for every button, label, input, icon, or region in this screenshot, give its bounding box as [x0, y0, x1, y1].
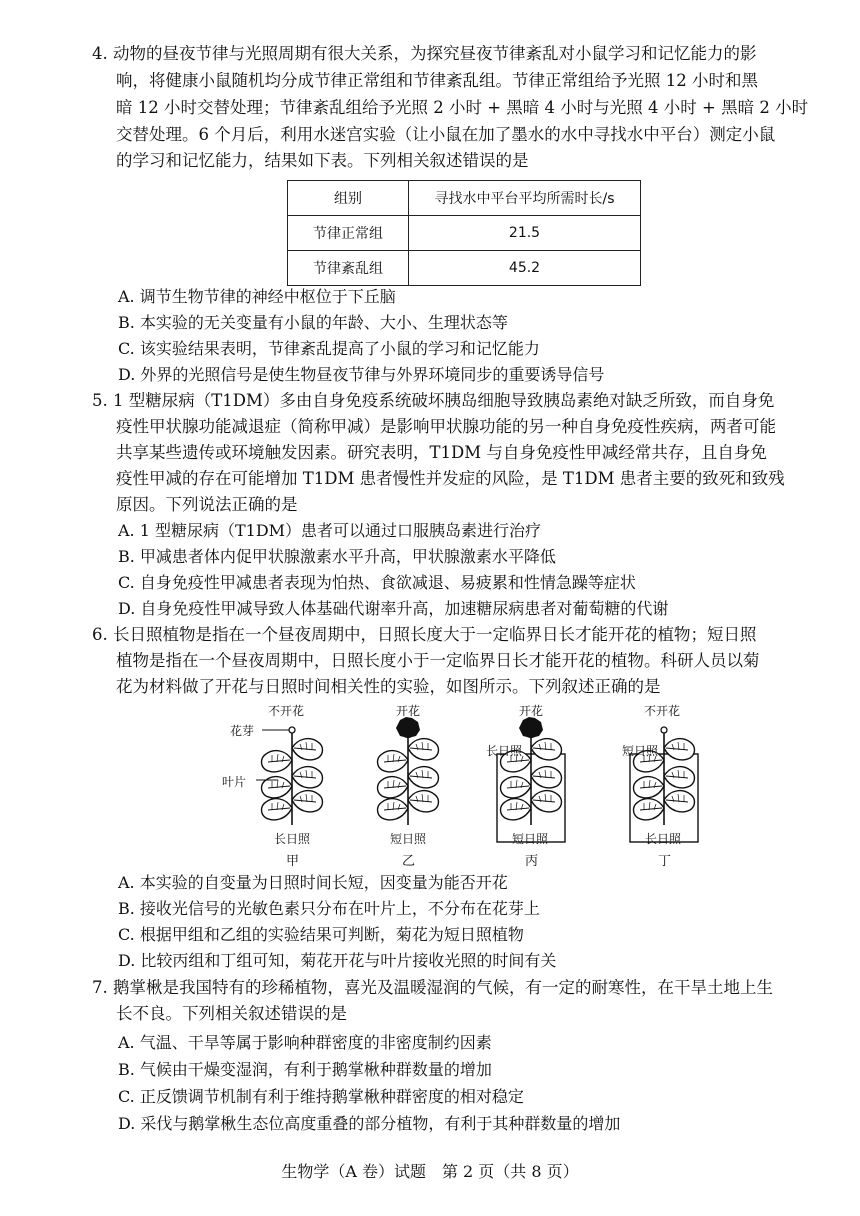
- label-leaf: 叶片: [222, 775, 247, 789]
- q5-line-4: 疫性甲减的存在可能增加 T1DM 患者慢性并发症的风险，是 T1DM 患者主要的致死和致残: [116, 469, 785, 488]
- label-long-day-bing: 长日照: [486, 744, 523, 758]
- q6-option-a: A. 本实验的自变量为日照时间长短，因变量为能否开花: [118, 873, 508, 892]
- label-no-flower-ding: 不开花: [644, 704, 681, 718]
- q5-option-d: D. 自身免疫性甲减导致人体基础代谢率升高，加速糖尿病患者对葡萄糖的代谢: [118, 599, 669, 618]
- q5-line-3: 共享某些遗传或环境触发因素。研究表明，T1DM 与自身免疫性甲减经常共存，且自身免: [116, 443, 767, 462]
- table-cell: 21.5: [409, 216, 641, 251]
- q7-option-c: C. 正反馈调节机制有利于维持鹅掌楸种群密度的相对稳定: [118, 1087, 524, 1106]
- q5-option-c: C. 自身免疫性甲减患者表现为怕热、食欲减退、易疲累和性情急躁等症状: [118, 573, 636, 592]
- label-short-day-yi: 短日照: [390, 832, 427, 846]
- q4-option-c: C. 该实验结果表明，节律紊乱提高了小鼠的学习和记忆能力: [118, 339, 540, 358]
- q4-line-2: 响，将健康小鼠随机均分成节律正常组和节律紊乱组。节律正常组给予光照 12 小时和黑: [116, 71, 758, 90]
- q4-line-1: 4. 动物的昼夜节律与光照周期有很大关系，为探究昼夜节律紊乱对小鼠学习和记忆能力的影: [92, 44, 757, 63]
- page-footer: 生物学（A 卷）试题 第 2 页（共 8 页）: [281, 1162, 579, 1181]
- table-row: [288, 216, 641, 251]
- label-flower-bing: 开花: [519, 704, 544, 718]
- table-cell: 节律紊乱组: [288, 251, 409, 286]
- q5-line-1: 5. 1 型糖尿病（T1DM）多由自身免疫系统破坏胰岛细胞导致胰岛素绝对缺乏所致，而自身免: [92, 391, 775, 410]
- label-long-day-ding: 长日照: [645, 832, 682, 846]
- table-row: [288, 251, 641, 286]
- table-header-cell: 组别: [288, 181, 409, 216]
- label-short-day-bing: 短日照: [512, 832, 549, 846]
- q4-option-d: D. 外界的光照信号是使生物昼夜节律与外界环境同步的重要诱导信号: [118, 365, 605, 384]
- results-table: [287, 180, 641, 286]
- plant-yi: [378, 717, 439, 825]
- q7-line-2: 长不良。下列相关叙述错误的是: [116, 1004, 347, 1023]
- q6-option-d: D. 比较丙组和丁组可知，菊花开花与叶片接收光照的时间有关: [118, 951, 557, 970]
- table-header-cell: 寻找水中平台平均所需时长/s: [409, 181, 641, 216]
- q7-option-a: A. 气温、干旱等属于影响种群密度的非密度制约因素: [118, 1033, 492, 1052]
- label-ding: 丁: [658, 854, 672, 869]
- label-flower-yi: 开花: [396, 704, 421, 718]
- label-short-day-ding: 短日照: [622, 744, 659, 758]
- label-bing: 丙: [525, 854, 539, 869]
- q4-option-b: B. 本实验的无关变量有小鼠的年龄、大小、生理状态等: [118, 313, 508, 332]
- plant-jia: [256, 727, 323, 825]
- q4-line-3: 暗 12 小时交替处理；节律紊乱组给予光照 2 小时 + 黑暗 4 小时与光照 4 小时 + 黑暗 2 小时: [116, 98, 809, 117]
- q7-option-d: D. 采伐与鹅掌楸生态位高度重叠的部分植物，有利于其种群数量的增加: [118, 1114, 621, 1133]
- label-jia: 甲: [286, 854, 300, 869]
- q5-line-5: 原因。下列说法正确的是: [116, 495, 298, 514]
- q5-option-b: B. 甲减患者体内促甲状腺激素水平升高，甲状腺激素水平降低: [118, 547, 556, 566]
- q6-line-3: 花为材料做了开花与日照时间相关性的实验，如图所示。下列叙述正确的是: [116, 677, 661, 696]
- q7-option-b: B. 气候由干燥变湿润，有利于鹅掌楸种群数量的增加: [118, 1060, 492, 1079]
- label-bud: 花芽: [230, 724, 255, 738]
- table-header-row: [288, 181, 641, 216]
- q4-option-a: A. 调节生物节律的神经中枢位于下丘脑: [118, 287, 396, 306]
- q6-option-b: B. 接收光信号的光敏色素只分布在叶片上，不分布在花芽上: [118, 899, 540, 918]
- table-cell: 节律正常组: [288, 216, 409, 251]
- label-long-day-jia: 长日照: [274, 832, 311, 846]
- label-yi: 乙: [402, 854, 416, 869]
- label-no-flower-jia: 不开花: [268, 704, 305, 718]
- q6-line-1: 6. 长日照植物是指在一个昼夜周期中，日照长度大于一定临界日长才能开花的植物；短日照: [92, 625, 757, 644]
- plant-bing: [497, 717, 565, 842]
- q5-line-2: 疫性甲状腺功能减退症（简称甲减）是影响甲状腺功能的另一种自身免疫性疾病，两者可能: [116, 417, 776, 436]
- q5-option-a: A. 1 型糖尿病（T1DM）患者可以通过口服胰岛素进行治疗: [118, 521, 542, 540]
- q6-line-2: 植物是指在一个昼夜周期中，日照长度小于一定临界日长才能开花的植物。科研人员以菊: [116, 651, 760, 670]
- q4-line-4: 交替处理。6 个月后，利用水迷宫实验（让小鼠在加了墨水的水中寻找水中平台）测定小鼠: [116, 125, 776, 144]
- table-cell: 45.2: [409, 251, 641, 286]
- q7-line-1: 7. 鹅掌楸是我国特有的珍稀植物，喜光及温暖湿润的气候，有一定的耐寒性，在干旱土地上生: [92, 978, 773, 997]
- q4-line-5: 的学习和记忆能力，结果如下表。下列相关叙述错误的是: [116, 151, 529, 170]
- q6-option-c: C. 根据甲组和乙组的实验结果可判断，菊花为短日照植物: [118, 925, 524, 944]
